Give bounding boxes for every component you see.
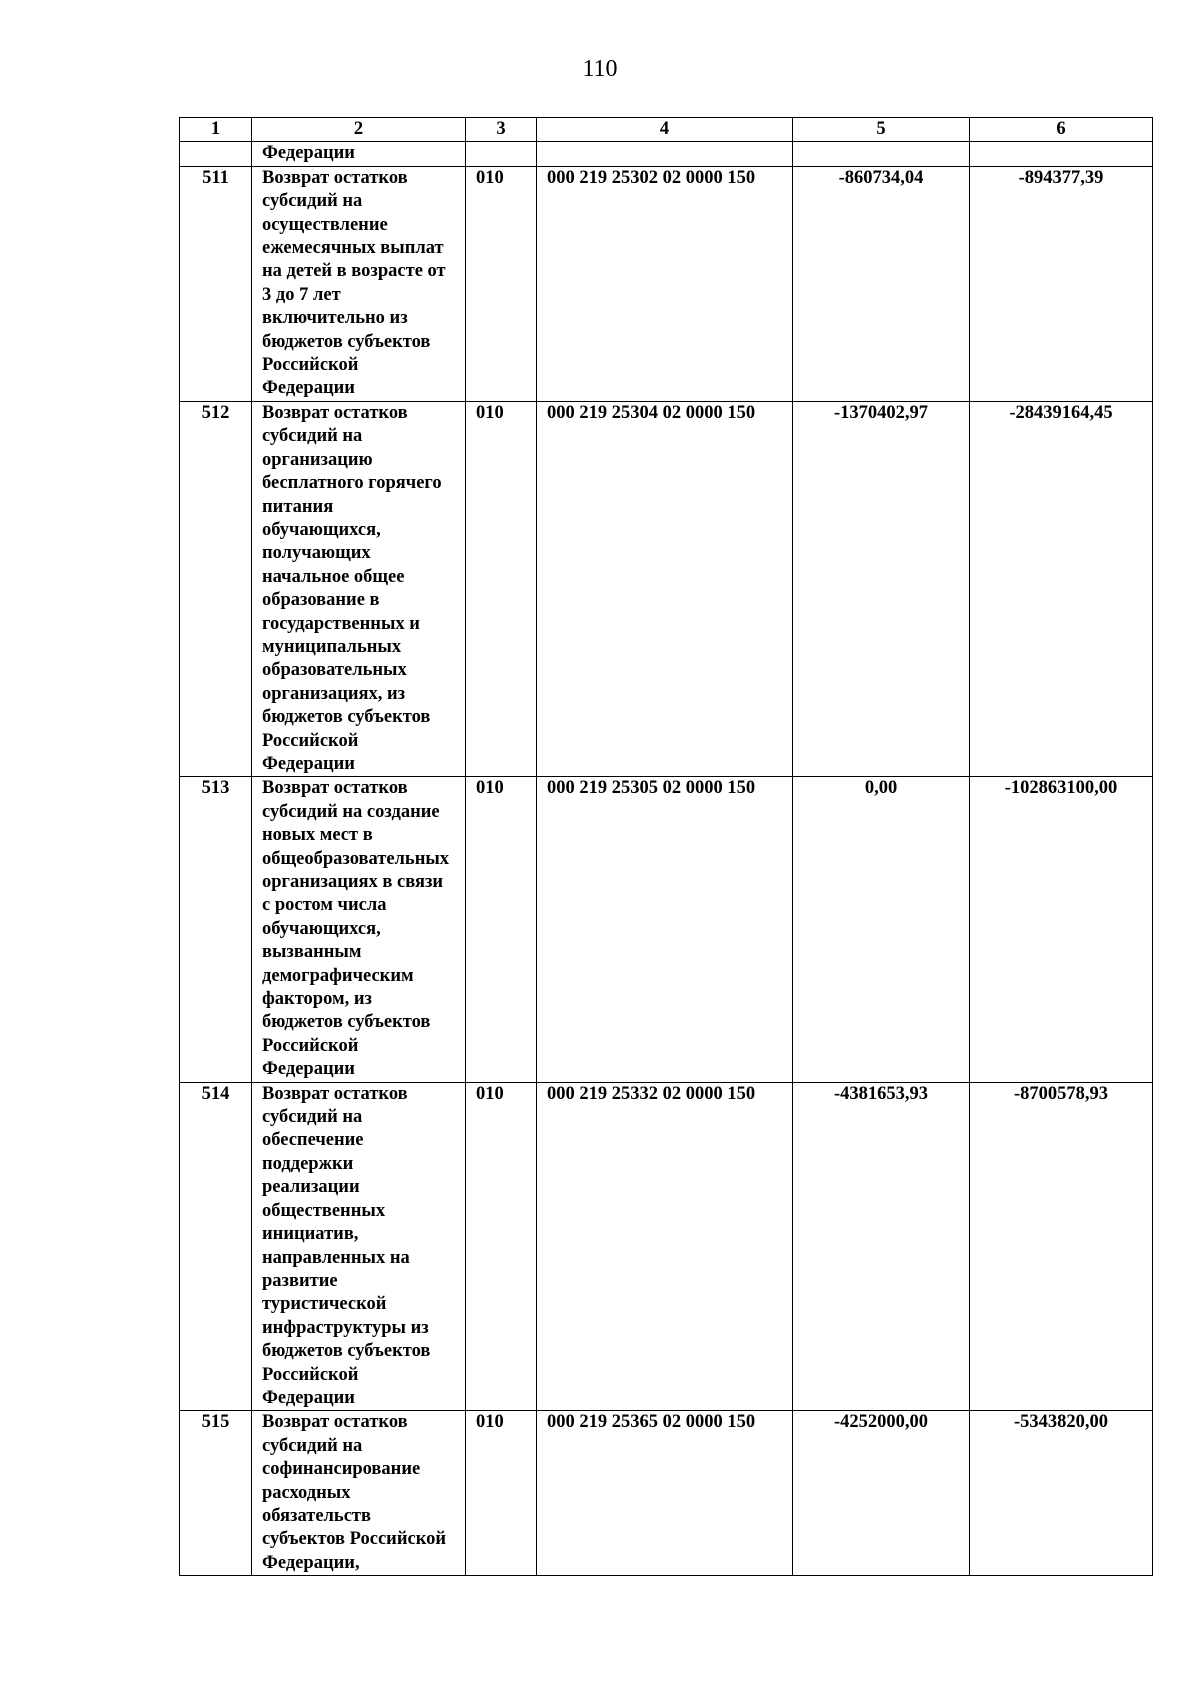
row-number: 515: [180, 1411, 252, 1576]
row-budget-code: 000 219 25365 02 0000 150: [537, 1411, 793, 1576]
row-value-2: -894377,39: [970, 166, 1153, 401]
row-number: 513: [180, 777, 252, 1082]
budget-table: [179, 117, 1153, 1576]
row-value-2: -5343820,00: [970, 1411, 1153, 1576]
table-row: [180, 401, 1153, 777]
row-budget-code: 000 219 25304 02 0000 150: [537, 401, 793, 777]
row-value-2: -8700578,93: [970, 1082, 1153, 1411]
row-value-2: -102863100,00: [970, 777, 1153, 1082]
row-name: Возврат остатков субсидий на софинансирование расходных обязательств субъектов Российской Федерации,: [252, 1411, 466, 1576]
header-col-4: 4: [537, 118, 793, 142]
row-value-1: 0,00: [793, 777, 970, 1082]
row-number: [180, 142, 252, 166]
row-admin-code: 010: [466, 401, 537, 777]
header-col-1: 1: [180, 118, 252, 142]
row-name: Возврат остатков субсидий на обеспечение поддержки реализации общественных инициатив, направленных на развитие туристической инфраструктуры из бюджетов субъектов Российской Федерации: [252, 1082, 466, 1411]
row-number: 514: [180, 1082, 252, 1411]
table-header-row: [180, 118, 1153, 142]
row-admin-code: 010: [466, 1082, 537, 1411]
row-name: Федерации: [252, 142, 466, 166]
row-value-1: -860734,04: [793, 166, 970, 401]
row-budget-code: [537, 142, 793, 166]
table-row: [180, 1082, 1153, 1411]
page-number: 110: [582, 56, 618, 82]
row-admin-code: 010: [466, 166, 537, 401]
header-col-2: 2: [252, 118, 466, 142]
row-admin-code: 010: [466, 777, 537, 1082]
row-number: 511: [180, 166, 252, 401]
row-value-2: [970, 142, 1153, 166]
row-value-1: -1370402,97: [793, 401, 970, 777]
header-col-6: 6: [970, 118, 1153, 142]
row-value-1: -4381653,93: [793, 1082, 970, 1411]
row-admin-code: [466, 142, 537, 166]
row-admin-code: 010: [466, 1411, 537, 1576]
row-name: Возврат остатков субсидий на осуществление ежемесячных выплат на детей в возрасте от 3 до 7 лет включительно из бюджетов субъектов Российской Федерации: [252, 166, 466, 401]
row-value-1: -4252000,00: [793, 1411, 970, 1576]
row-name: Возврат остатков субсидий на создание новых мест в общеобразовательных организациях в связи с ростом числа обучающихся, вызванным демографическим фактором, из бюджетов субъектов Российской Федерации: [252, 777, 466, 1082]
table-row: [180, 1411, 1153, 1576]
row-budget-code: 000 219 25332 02 0000 150: [537, 1082, 793, 1411]
row-name: Возврат остатков субсидий на организацию бесплатного горячего питания обучающихся, получающих начальное общее образование в государственных и муниципальных образовательных организациях, из бюджетов субъектов Российской Федерации: [252, 401, 466, 777]
table-row-continuation: [180, 142, 1153, 166]
row-number: 512: [180, 401, 252, 777]
header-col-5: 5: [793, 118, 970, 142]
row-budget-code: 000 219 25302 02 0000 150: [537, 166, 793, 401]
header-col-3: 3: [466, 118, 537, 142]
table-row: [180, 777, 1153, 1082]
row-value-1: [793, 142, 970, 166]
table-row: [180, 166, 1153, 401]
row-budget-code: 000 219 25305 02 0000 150: [537, 777, 793, 1082]
row-value-2: -28439164,45: [970, 401, 1153, 777]
